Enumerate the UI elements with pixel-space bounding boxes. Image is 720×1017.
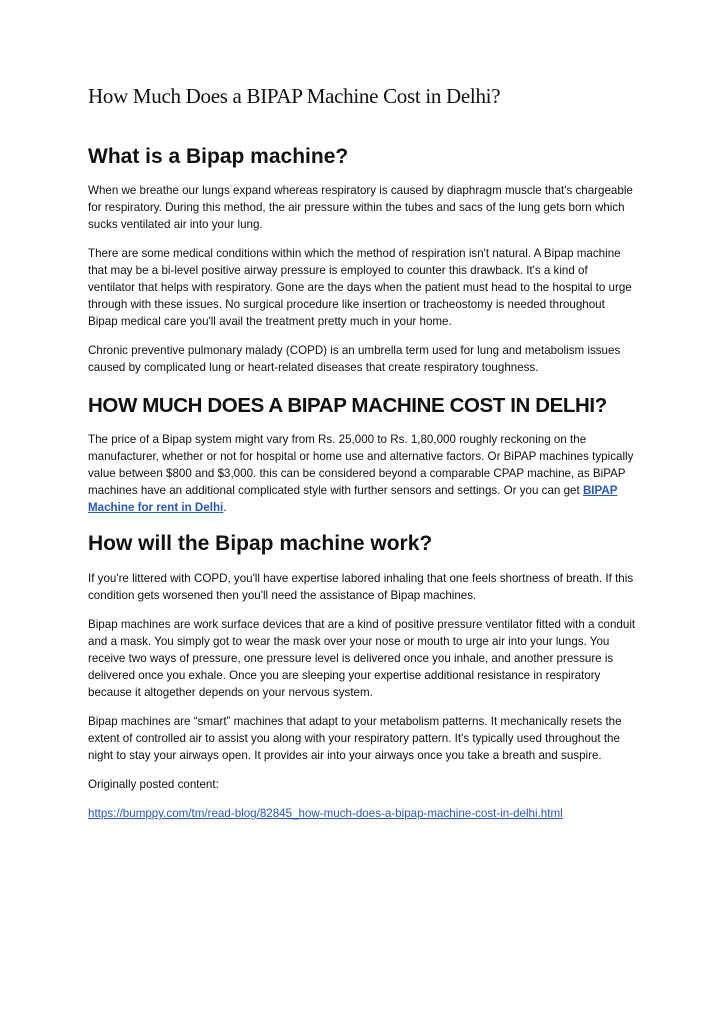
section-heading-how-works: How will the Bipap machine work? <box>88 532 433 555</box>
paragraph: If you're littered with COPD, you'll have expertise labored inhaling that one feels shortness of breath. If this condition gets worsened then you'll need the assistance of Bipap machines. <box>88 572 634 602</box>
page-title: How Much Does a BIPAP Machine Cost in Delhi? <box>88 84 501 108</box>
source-paragraph <box>88 805 636 822</box>
rent-link[interactable]: BIPAP Machine for rent in Delhi <box>88 484 618 514</box>
paragraph: Bipap machines are “smart” machines that adapt to your metabolism patterns. It mechanically resets the extent of controlled air to assist you along with your respiratory pattern. It's typically used throughout the night to stay your airways open. It provides air into your airways once you take a breath and suspire. <box>88 715 622 762</box>
paragraph-price <box>88 431 636 516</box>
paragraph: There are some medical conditions within which the method of respiration isn't natural. A Bipap machine that may be a bi-level positive airway pressure is employed to counter this drawback. It's a kind of ventilator that helps with respiratory. Gone are the days when the patient must head to the hospital to urge through with these issues. No surgical procedure like insertion or tracheostomy is needed throughout Bipap medical care you'll avail the treatment pretty much in your home. <box>88 247 632 328</box>
document-page <box>88 84 636 834</box>
paragraph: Chronic preventive pulmonary malady (COPD) is an umbrella term used for lung and metabolism issues caused by complicated lung or heart-related diseases that create respiratory toughness. <box>88 344 621 374</box>
paragraph-text: The price of a Bipap system might vary from Rs. 25,000 to Rs. 1,80,000 roughly reckoning on the manufacturer, whether or not for hospital or home use and alternative factors. Or BiPAP machines typically value between $800 and $3,000. this can be considered beyond a comparable CPAP machine, as BiPAP machines have an additional complicated style with further sensors and settings. Or you can get <box>88 433 634 497</box>
paragraph-end: . <box>223 501 227 514</box>
paragraph: When we breathe our lungs expand whereas respiratory is caused by diaphragm muscle that's chargeable for respiratory. During this method, the air pressure within the tubes and sacs of the lung gets born which sucks ventilated air into your lung. <box>88 184 633 231</box>
section-heading-what-is: What is a Bipap machine? <box>88 145 349 168</box>
source-url-link[interactable]: https://bumppy.com/tm/read-blog/82845_how-much-does-a-bipap-machine-cost-in-delhi.html <box>88 807 563 820</box>
source-label: Originally posted content: <box>88 778 219 791</box>
section-heading-cost: HOW MUCH DOES A BIPAP MACHINE COST IN DELHI? <box>88 394 607 417</box>
paragraph: Bipap machines are work surface devices that are a kind of positive pressure ventilator fitted with a conduit and a mask. You simply got to wear the mask over your nose or mouth to urge air into your lungs. You receive two ways of pressure, one pressure level is delivered once you inhale, and another pressure is delivered once you exhale. Once you are sleeping your expertise additional resistance in respiratory because it altogether depends on your nervous system. <box>88 618 636 699</box>
